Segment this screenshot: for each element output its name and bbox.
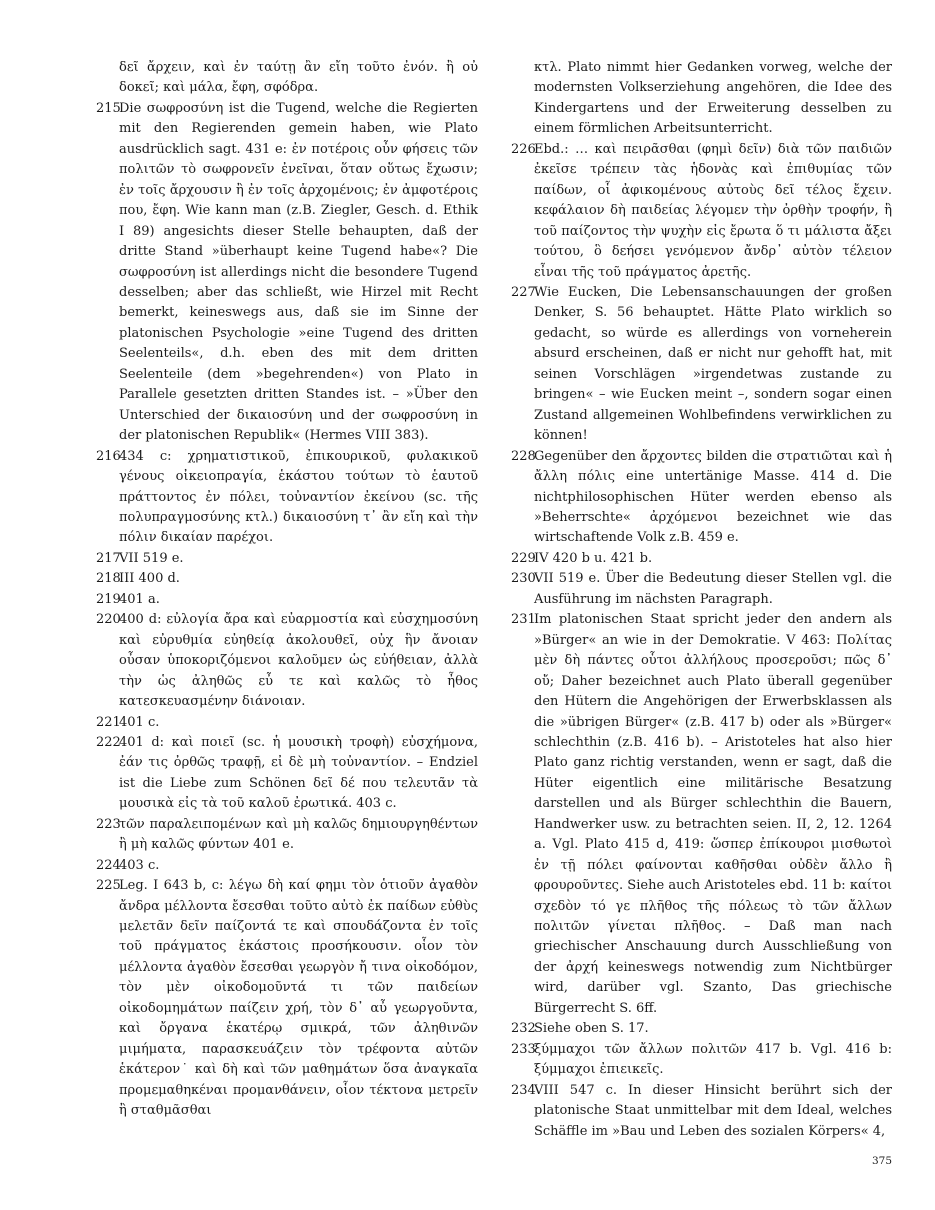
footnote-text: VIII 547 c. In dieser Hinsicht berührt sich der platonische Staat unmittelbar mit dem Ideal, welches Schäffle im »Bau und Leben des sozialen Körpers« 4, — [534, 1082, 892, 1139]
footnote-number: 223 — [96, 816, 121, 832]
footnote-233 — [511, 1040, 892, 1081]
left-column — [96, 58, 478, 1122]
footnote-216 — [96, 447, 478, 549]
footnote-230 — [511, 569, 892, 610]
footnote-232 — [511, 1019, 892, 1039]
footnote-215 — [96, 99, 478, 447]
footnote-number: 218 — [96, 571, 121, 587]
footnote-text: 401 c. — [119, 714, 160, 730]
footnote-219 — [96, 590, 478, 610]
footnote-number: 222 — [96, 734, 121, 750]
footnote-229 — [511, 549, 892, 569]
footnote-225 — [96, 876, 478, 1121]
footnote-text: 401 a. — [119, 591, 160, 607]
footnote-number: 217 — [96, 550, 121, 566]
footnote-text: Gegenüber den ἄρχοντες bilden die στρατιῶται καὶ ἡ ἄλλη πόλις eine untertänige Masse. 414 d. Die nichtphilosophischen Hüter werden ebenso als »Beherrschte« ἀρχόμενοι bezeichnet wie das wirtschaftende Volk z.B. 459 e. — [534, 448, 892, 546]
footnote-text: VII 519 e. Über die Bedeutung dieser Stellen vgl. die Ausführung im nächsten Paragraph. — [534, 571, 892, 607]
footnote-text: IV 420 b u. 421 b. — [534, 550, 653, 566]
footnote-text: Wie Eucken, Die Lebensanschauungen der großen Denker, S. 56 behauptet. Hätte Plato wirklich so gedacht, so würde es allerdings von vorneherein absurd erscheinen, daß er nicht nur gehofft hat, mit seinen Vorschlägen »irgendetwas zustande zu bringen« – wie Eucken meint –, sondern sogar einen Zustand allgemeinen Wohlbefindens verwirklichen zu können! — [534, 284, 892, 444]
footnote-224 — [96, 856, 478, 876]
footnote-number: 233 — [511, 1041, 536, 1057]
footnote-number: 226 — [511, 141, 536, 157]
footnote-continuation — [96, 58, 478, 99]
footnote-text: 400 d: εὐλογία ἄρα καὶ εὐαρμοστία καὶ εὐσχημοσύνη καὶ εὐρυθμία εὐηθείᾳ ἀκολουθεῖ, οὐχ ἣν ἄνοιαν οὖσαν ὑποκοριζόμενοι καλοῦμεν ὡς εὐήθειαν, ἀλλὰ τὴν ὡς ἀληθῶς εὖ τε καὶ καλῶς τὸ ἦθος κατεσκευασμένην διάνοιαν. — [119, 612, 478, 710]
footnote-text: 401 d: καὶ ποιεῖ (sc. ἡ μουσικὴ τροφὴ) εὐσχήμονα, ἐάν τις ὀρθῶς τραφῇ, εἰ δὲ μὴ τοὐναντίον. – Endziel ist die Liebe zum Schönen δεῖ δέ που τελευτᾶν τὰ μουσικὰ εἰς τὰ τοῦ καλοῦ ἐρωτικά. 403 c. — [119, 734, 478, 812]
footnote-text: 434 c: χρηματιστικοῦ, ἐπικουρικοῦ, φυλακικοῦ γένους οἰκειοπραγία, ἑκάστου τούτων τὸ ἑαυτοῦ πράττοντος ἐν πόλει, τοὐναντίον ἐκείνου (sc. τῆς πολυπραγμοσύνης κτλ.) δικαιοσύνη τ᾽ ἂν εἴη καὶ τὴν πόλιν δικαίαν παρέχοι. — [119, 448, 478, 546]
footnote-222 — [96, 733, 478, 815]
footnote-number: 229 — [511, 550, 536, 566]
footnote-217 — [96, 549, 478, 569]
footnote-continuation — [511, 58, 892, 140]
footnote-231 — [511, 610, 892, 1019]
footnote-text: ξύμμαχοι τῶν ἄλλων πολιτῶν 417 b. Vgl. 416 b: ξύμμαχοι ἐπιεικεῖς. — [534, 1041, 892, 1078]
footnote-221 — [96, 713, 478, 733]
footnote-218 — [96, 569, 478, 589]
footnote-number: 216 — [96, 448, 121, 464]
footnote-number: 231 — [511, 612, 536, 628]
footnote-number: 221 — [96, 714, 121, 730]
footnote-number: 225 — [96, 878, 121, 894]
page-number: 375 — [871, 1155, 892, 1167]
footnote-text: Im platonischen Staat spricht jeder den andern als »Bürger« an wie in der Demokratie. V 463: Πολίτας μὲν δὴ πάντες οὗτοι ἀλλήλους προσεροῦσι; πῶς δ᾽ οὔ; Daher bezeichnet auch Plato überall gegenüber den Hütern die Angehörigen der Erwerbsklassen als die »übrigen Bürger« (z.B. 417 b) oder als »Bürger« schlechthin (z.B. 416 b). – Aristoteles hat also hier Plato ganz richtig verstanden, wenn er sagt, daß die Hüter eigentlich eine militärische Besatzung darstellen und als Bürger schlechthin die Bauern, Handwerker usw. zu betrachten seien. II, 2, 12. 1264 a. Vgl. Plato 415 d, 419: ὥσπερ ἐπίκουροι μισθωτοὶ ἐν τῇ πόλει φαίνονται καθῆσθαι οὐδὲν ἄλλο ἢ φρουροῦντες. Siehe auch Aristoteles ebd. 11 b: καίτοι σχεδὸν τό γε πλῆθος τῆς πόλεως τὸ τῶν ἄλλων πολιτῶν γίνεται πλῆθος. – Daß man nach griechischer Anschauung durch Ausschließung von der ἀρχή keineswegs notwendig zum Nichtbürger wird, darüber vgl. Szanto, Das griechische Bürgerrecht S. 6ff. — [534, 612, 892, 1016]
footnote-226 — [511, 140, 892, 283]
footnote-text: III 400 d. — [119, 571, 180, 587]
footnote-text: VII 519 e. — [119, 550, 184, 566]
footnote-234 — [511, 1081, 892, 1142]
right-column — [511, 58, 892, 1142]
footnote-text: δεῖ ἄρχειν, καὶ ἐν ταύτῃ ἂν εἴη τοῦτο ἐνόν. ἢ οὐ δοκεῖ; καὶ μάλα, ἔφη, σφόδρα. — [119, 60, 478, 96]
footnote-number: 230 — [511, 571, 536, 587]
footnote-text: Ebd.: … καὶ πειρᾶσθαι (φημὶ δεῖν) διὰ τῶν παιδιῶν ἐκεῖσε τρέπειν τὰς ἡδονὰς καὶ ἐπιθυμίας τῶν παίδων, οἷ ἀφικομένους αὐτοὺς δεῖ τέλος ἔχειν. κεφάλαιον δὴ παιδείας λέγομεν τὴν ὀρθὴν τροφήν, ἣ τοῦ παίζοντος τὴν ψυχὴν εἰς ἔρωτα ὅ τι μάλιστα ἄξει τούτου, ὃ δεήσει γενόμενον ἄνδρ᾽ αὐτὸν τέλειον εἶναι τῆς τοῦ πράγματος ἀρετῆς. — [534, 141, 892, 280]
footnote-text: Die σωφροσύνη ist die Tugend, welche die Regierten mit den Regierenden gemein haben, wie Plato ausdrücklich sagt. 431 e: ἐν ποτέροις οὖν φήσεις τῶν πολιτῶν τὸ σωφρονεῖν ἐνεῖναι, ὅταν οὕτως ἔχωσιν; ἐν τοῖς ἄρχουσιν ἢ ἐν τοῖς ἀρχομένοις; ἐν ἀμφοτέροις που, ἔφη. Wie kann man (z.B. Ziegler, Gesch. d. Ethik I 89) angesichts dieser Stelle behaupten, daß der dritte Stand »überhaupt keine Tugend habe«? Die σωφροσύνη ist allerdings nicht die besondere Tugend desselben; aber das schließt, wie Hirzel mit Recht bemerkt, keineswegs aus, daß sie im Sinne der platonischen Psychologie »eine Tugend des dritten Seelenteils«, d.h. eben des mit dem dritten Seelenteile (dem »begehrenden«) von Plato in Parallele gesetzten dritten Standes ist. – »Über den Unterschied der δικαιοσύνη und der σωφροσύνη in der platonischen Republik« (Hermes VIII 383). — [119, 100, 478, 444]
footnote-227 — [511, 283, 892, 447]
footnote-text: Siehe oben S. 17. — [534, 1021, 649, 1037]
footnote-text: κτλ. Plato nimmt hier Gedanken vorweg, welche der modernsten Volkserziehung angehören, die Idee des Kindergartens und der Erweiterung desselben zu einem förmlichen Arbeitsunterricht. — [534, 60, 892, 137]
footnote-number: 219 — [96, 591, 121, 607]
footnote-text: τῶν παραλειπομένων καὶ μὴ καλῶς δημιουργηθέντων ἢ μὴ καλῶς φύντων 401 e. — [119, 816, 478, 853]
footnote-number: 215 — [96, 100, 121, 116]
footnote-number: 220 — [96, 612, 121, 628]
footnote-text: Leg. I 643 b, c: λέγω δὴ καί φημι τὸν ὁτιοῦν ἀγαθὸν ἄνδρα μέλλοντα ἔσεσθαι τοῦτο αὐτὸ ἐκ παίδων εὐθὺς μελετᾶν δεῖν παίζοντά τε καὶ σπουδάζοντα ἐν τοῖς τοῦ πράγματος ἑκάστοις προσήκουσιν. οἷον τὸν μέλλοντα ἀγαθὸν ἔσεσθαι γεωργὸν ἤ τινα οἰκοδόμον, τὸν μὲν οἰκοδομοῦντά τι τῶν παιδείων οἰκοδομημάτων παίζειν χρή, τὸν δ᾽ αὖ γεωργοῦντα, καὶ ὄργανα ἑκατέρῳ σμικρά, τῶν ἀληθινῶν μιμήματα, παρασκευάζειν τὸν τρέφοντα αὐτῶν ἑκάτερον˙ καὶ δὴ καὶ τῶν μαθημάτων ὅσα ἀναγκαῖα προμεμαθηκέναι προμανθάνειν, οἷον τέκτονα μετρεῖν ἢ σταθμᾶσθαι — [119, 878, 478, 1119]
footnote-text: 403 c. — [119, 857, 160, 873]
footnote-number: 224 — [96, 857, 121, 873]
footnote-220 — [96, 610, 478, 712]
footnote-number: 232 — [511, 1021, 536, 1037]
footnote-number: 227 — [511, 284, 536, 300]
footnote-number: 234 — [511, 1082, 536, 1098]
footnote-number: 228 — [511, 448, 536, 464]
footnote-223 — [96, 815, 478, 856]
footnote-228 — [511, 447, 892, 549]
